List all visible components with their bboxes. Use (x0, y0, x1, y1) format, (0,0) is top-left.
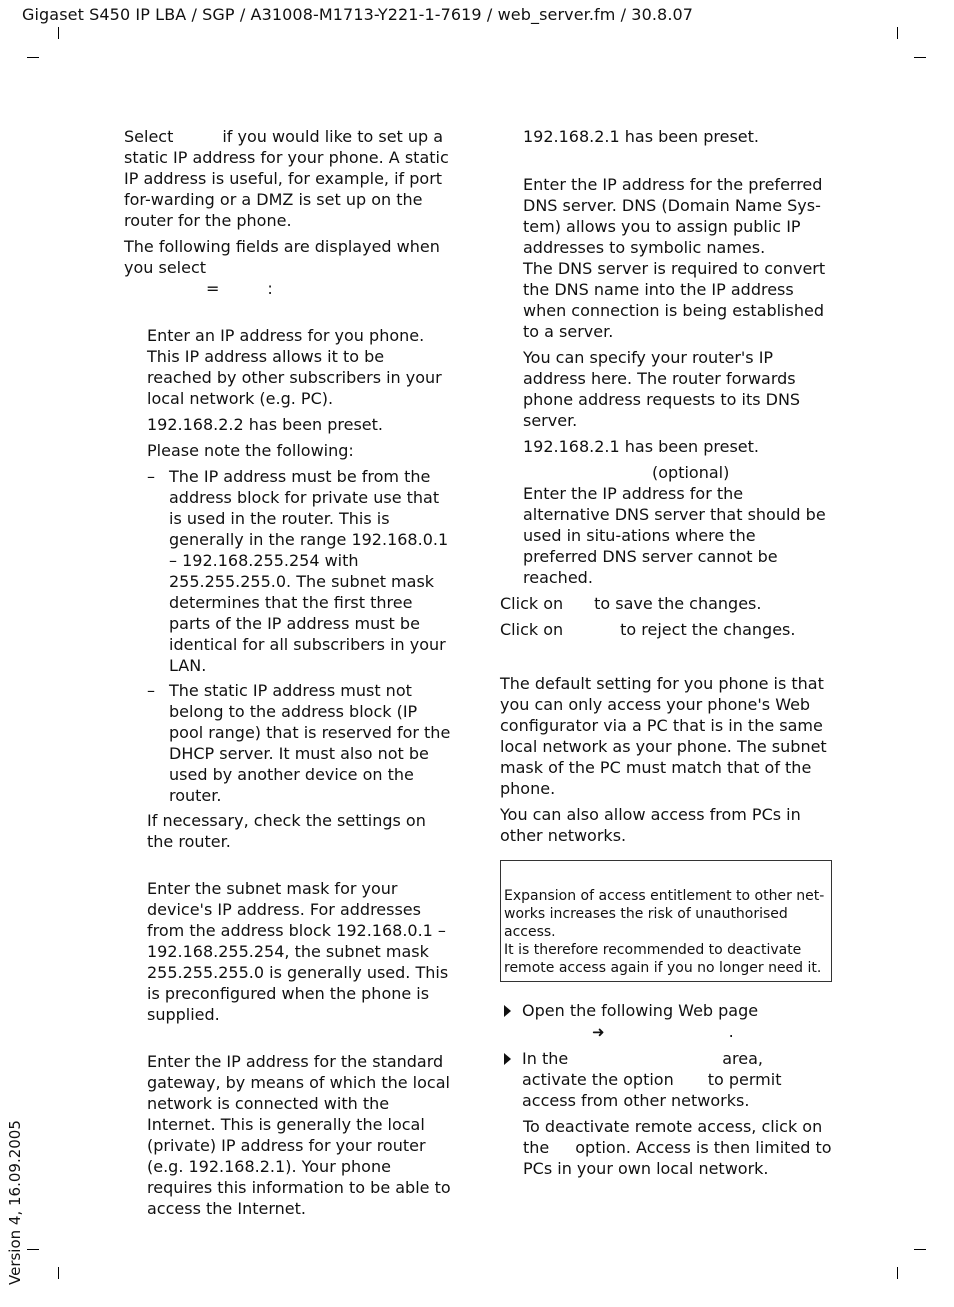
dns-router: You can specify your router's IP address here. The router forwards phone address requests to its DNS server. (523, 348, 801, 430)
fields-intro: The following fields are displayed when you select = : (124, 237, 440, 298)
crop-mark-bottom-right-h (914, 1249, 926, 1250)
crop-mark-bottom-left-v (58, 1267, 59, 1279)
crop-mark-bottom-right-v (897, 1267, 898, 1279)
gateway-preset: 192.168.2.1 has been preset. (523, 127, 759, 146)
cancel-instruction: Click on to reject the changes. (500, 620, 796, 639)
ip-address-desc: Enter an IP address for you phone. This IP address allows it to be reached by other subscribers in your local network (e.g. PC). (147, 326, 442, 408)
crop-mark-bottom-left-h (27, 1249, 39, 1250)
page-header: Gigaset S450 IP LBA / SGP / A31008-M1713-Y221-1-7619 / web_server.fm / 30.8.07 (22, 5, 694, 24)
dns-preset: 192.168.2.1 has been preset. (523, 437, 759, 456)
warning-box (500, 860, 832, 982)
version-side-label (0, 1045, 28, 1285)
step-open-page: Open the following Web page ➜ . (500, 1000, 832, 1043)
save-instruction: Click on to save the changes. (500, 594, 762, 613)
dns-desc: Enter the IP address for the preferred DNS server. DNS (Domain Name Sys-tem) allows you to assign public IP addresses to symbolic names. (523, 175, 823, 257)
dns-convert: The DNS server is required to convert the DNS name into the IP address when connection is being established to a server. (523, 259, 826, 341)
crop-mark-top-left-v (58, 27, 59, 39)
crop-mark-top-right-h (914, 57, 926, 58)
check-router-note: If necessary, check the settings on the router. (147, 811, 426, 851)
step-arrow-icon (504, 1053, 511, 1065)
left-column (124, 126, 454, 1224)
subnet-mask-desc: Enter the subnet mask for your device's IP address. For addresses from the address block 192.168.0.1 – 192.168.255.254, the subnet mask 255.255.255.0 is generally used. This is preconfigured when the phone is supplied. (147, 879, 449, 1024)
ip-preset: 192.168.2.2 has been preset. (147, 415, 383, 434)
list-item: – The IP address must be from the address block for private use that is used in the router. This is generally in the range 192.168.0.1 – 192.168.255.254 with 255.255.255.0. The subnet mask determines that the first three parts of the IP address must be identical for all subscribers in your LAN. (147, 467, 449, 675)
warning-text-1: Expansion of access entitlement to other net-works increases the risk of unauthorised access. (504, 888, 825, 940)
right-column (500, 126, 832, 1184)
list-item: – The static IP address must not belong to the address block (IP pool range) that is reserved for the DHCP server. It must also not be used by another device on the router. (147, 681, 451, 805)
alt-dns-desc: Enter the IP address for the alternative DNS server that should be used in situ-ations where the preferred DNS server cannot be reached. (523, 484, 826, 587)
menu-arrow-icon: ➜ (592, 1023, 605, 1041)
warning-text-2: It is therefore recommended to deactivate remote access again if you no longer need it. (504, 942, 822, 976)
crop-mark-top-left-h (27, 57, 39, 58)
ip-note-heading: Please note the following: (147, 441, 354, 460)
step-arrow-icon (504, 1005, 511, 1017)
alt-dns-optional: (optional) (652, 463, 730, 482)
version-text: Version 4, 16.09.2005 (6, 1120, 24, 1285)
remote-access-desc: The default setting for you phone is that you can only access your phone's Web configurator via a PC that is in the same local network as your phone. The subnet mask of the PC must match that of the phone. (500, 674, 827, 798)
static-ip-intro: Select if you would like to set up a static IP address for your phone. A static IP address is useful, for example, if port for-warding or a DMZ is set up on the router for the phone. (124, 127, 449, 230)
deactivate-note: To deactivate remote access, click on the option. Access is then limited to PCs in your own local network. (523, 1117, 832, 1178)
step-activate: In the area, activate the option to permit access from other networks. (500, 1048, 832, 1111)
crop-mark-top-right-v (897, 27, 898, 39)
remote-access-other: You can also allow access from PCs in other networks. (500, 805, 801, 845)
gateway-desc: Enter the IP address for the standard gateway, by means of which the local network is connected with the Internet. This is generally the local (private) IP address for your router (e.g. 192.168.2.1). Your phone requires this information to be able to access the Internet. (147, 1052, 451, 1218)
